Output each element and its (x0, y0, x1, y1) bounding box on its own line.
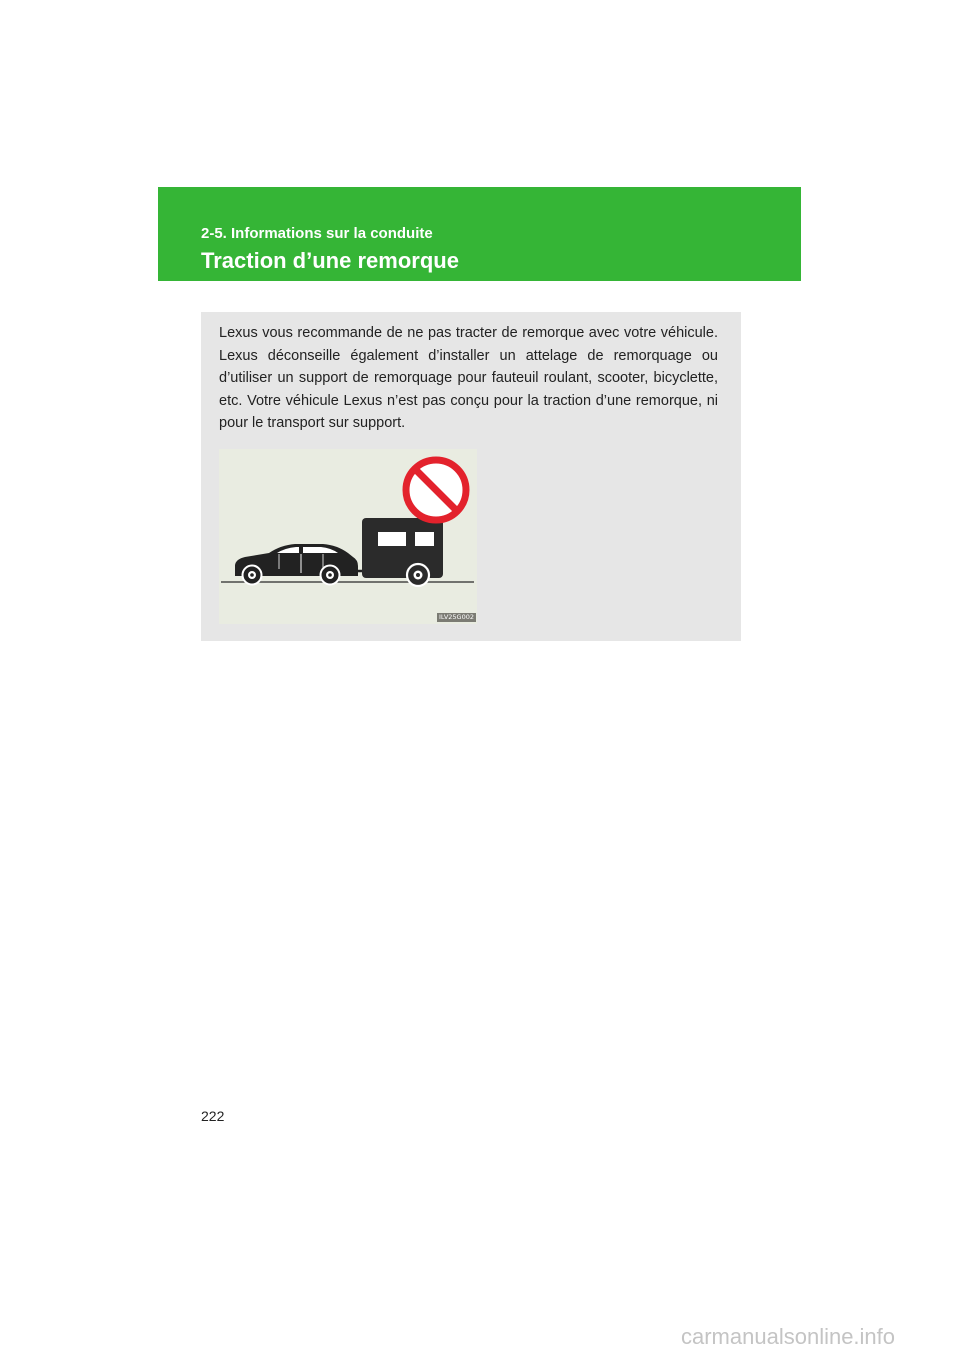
content-box (201, 312, 741, 641)
page-number: 222 (201, 1108, 225, 1124)
car-icon (235, 544, 358, 585)
trailer-icon (362, 518, 443, 586)
towing-illustration-svg (219, 449, 477, 624)
watermark: carmanualsonline.info (681, 1324, 896, 1349)
section-header (158, 187, 801, 281)
intro-paragraph: Lexus vous recommande de ne pas tracter de remorque avec votre véhicule. Lexus déconseille également d’installer un attelage de remorquage ou d’utiliser un support de remorquage pour fauteuil roulant, scooter, bicyclette, etc. Votre véhicule Lexus n’est pas conçu pour la traction d’une remorque, ni pour le transport sur support. (219, 325, 718, 432)
figure-code: ILV25G002 (439, 613, 474, 621)
prohibited-icon (406, 460, 466, 520)
towing-illustration (219, 449, 477, 624)
page-title: Traction d’une remorque (201, 248, 459, 273)
section-label: 2-5. Informations sur la conduite (201, 225, 433, 242)
